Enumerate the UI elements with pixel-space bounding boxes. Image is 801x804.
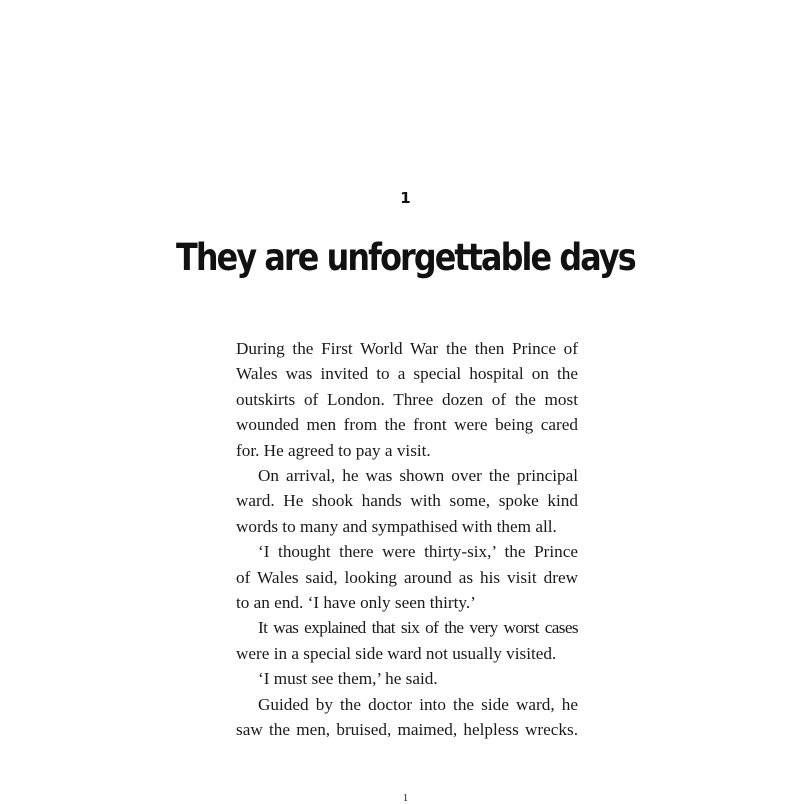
text-line: outskirts of London. Three dozen of the most (236, 389, 578, 409)
text-line: saw the men, bruised, maimed, helpless wrecks. (236, 720, 578, 740)
text-line: wounded men from the front were being cared (236, 415, 578, 435)
text-line: ward. He shook hands with some, spoke kind (236, 491, 578, 511)
text-line: ‘I thought there were thirty-six,’ the Prince (258, 542, 578, 562)
chapter-number: 1 (400, 189, 411, 207)
chapter-title: They are unforgettable days (176, 236, 635, 279)
text-line: words to many and sympathised with them all. (236, 516, 557, 536)
text-line: to an end. ‘I have only seen thirty.’ (236, 593, 476, 613)
text-line: Wales was invited to a special hospital on the (236, 364, 578, 384)
text-line: for. He agreed to pay a visit. (236, 440, 431, 460)
text-line: were in a special side ward not usually visited. (236, 643, 557, 663)
text-line: Guided by the doctor into the side ward, he (258, 694, 578, 714)
body-text (236, 336, 578, 743)
text-line: ‘I must see them,’ he said. (258, 669, 438, 689)
text-line: During the First World War the then Prince of (236, 339, 578, 358)
text-line: It was explained that six of the very worst cases (258, 618, 578, 638)
text-line: On arrival, he was shown over the principal (258, 466, 578, 486)
page-number: 1 (402, 792, 409, 804)
text-line: of Wales said, looking around as his visit drew (236, 567, 578, 587)
